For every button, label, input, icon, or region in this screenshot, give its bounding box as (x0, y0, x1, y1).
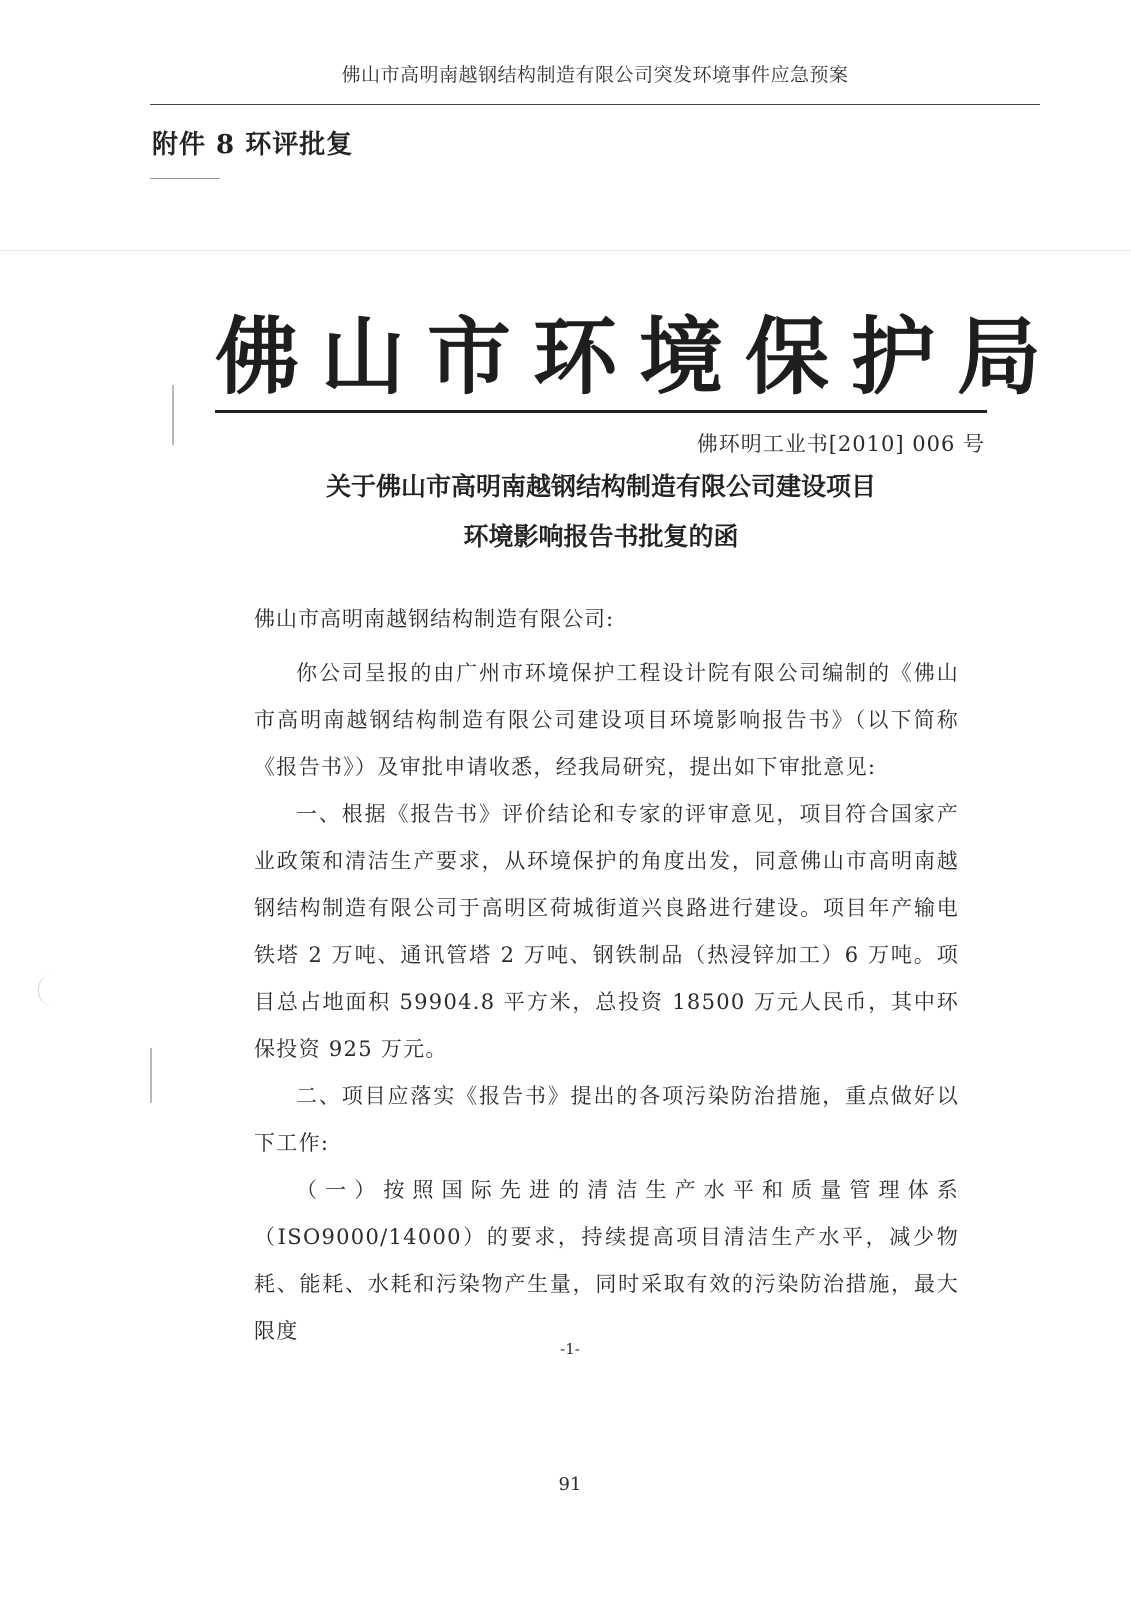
doc-number: 佛环明工业书[2010] 006 号 (696, 432, 985, 456)
scan-edge (150, 178, 220, 179)
letterhead-rule (215, 410, 987, 413)
letter-title-line: 环境影响报告书批复的函 (463, 522, 739, 551)
body-paragraph: （一）按照国际先进的清洁生产水平和质量管理体系（ISO9000/14000）的要求，持续提高项目清洁生产水平，减少物耗、能耗、水耗和污染物产生量，同时采取有效的污染防治措施，最大限度 (254, 1178, 959, 1343)
scan-mark (172, 385, 174, 445)
letter-body (254, 650, 959, 1355)
scan-arc (38, 975, 61, 1005)
letter-title (215, 462, 987, 562)
page-number: 91 (558, 1474, 582, 1495)
attachment-label: 附件 8 环评批复 (152, 130, 354, 160)
bureau-title: 佛山市环境保护局 (215, 307, 1064, 406)
running-header: 佛山市高明南越钢结构制造有限公司突发环境事件应急预案 (341, 64, 849, 86)
letter-title-line: 关于佛山市高明南越钢结构制造有限公司建设项目 (325, 472, 876, 501)
addressee: 佛山市高明南越钢结构制造有限公司: (254, 607, 615, 631)
inner-page-number: -1- (560, 1340, 580, 1358)
body-paragraph: 一、根据《报告书》评价结论和专家的评审意见，项目符合国家产业政策和清洁生产要求，从环境保护的角度出发，同意佛山市高明南越钢结构制造有限公司于高明区荷城街道兴良路进行建设。项目年产输电铁塔 2 万吨、通讯管塔 2 万吨、钢铁制品（热浸锌加工）6 万吨。项目总占地面积 59904.8 平方米，总投资 18500 万元人民币，其中环保投资 925 万元。 (254, 802, 959, 1061)
body-paragraph: 二、项目应落实《报告书》提出的各项污染防治措施，重点做好以下工作: (254, 1084, 959, 1155)
scan-mark (150, 1048, 152, 1103)
header-rule (150, 104, 1040, 105)
body-paragraph: 你公司呈报的由广州市环境保护工程设计院有限公司编制的《佛山市高明南越钢结构制造有限公司建设项目环境影响报告书》（以下简称《报告书》）及审批申请收悉，经我局研究，提出如下审批意见: (254, 661, 959, 779)
scan-edge (0, 250, 1131, 251)
